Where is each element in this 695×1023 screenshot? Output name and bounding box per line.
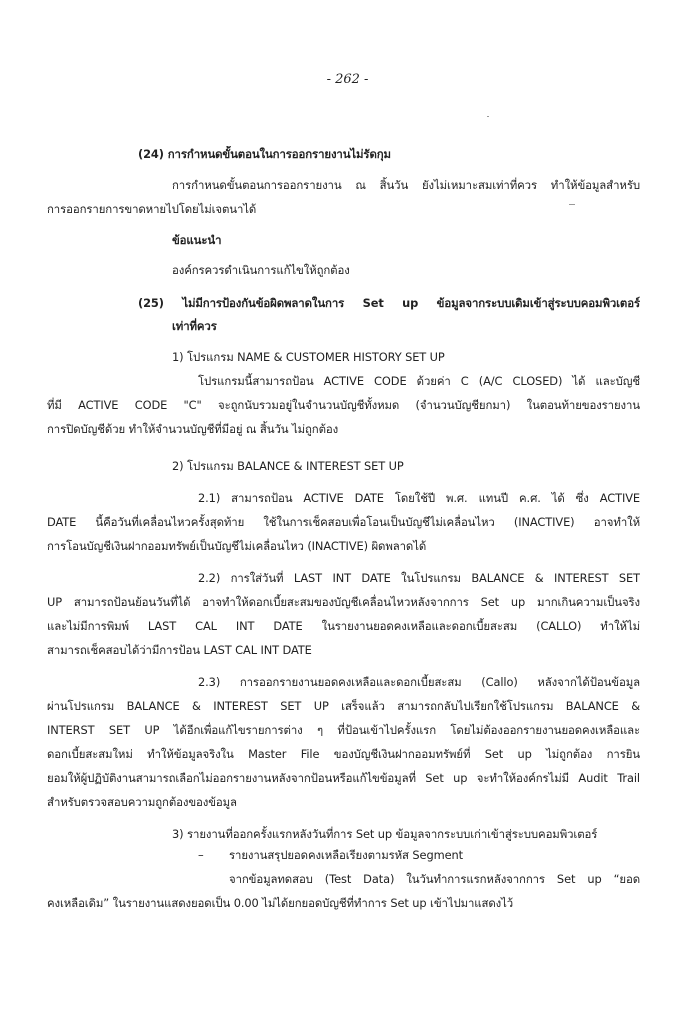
advice-label: ข้อแนะนำ (172, 233, 222, 247)
item-3-bullet-text: รายงานสรุปยอดคงเหลือเรียงตามรหัส Segment (229, 848, 463, 862)
item-2-title: 2) โปรแกรม BALANCE & INTEREST SET UP (172, 459, 404, 473)
scan-speck (569, 204, 575, 205)
item-2-3-line: ดอกเบี้ยสะสมใหม่ ทำให้ข้อมูลจริงใน Master File ของบัญชีเงินฝากออมทรัพย์ที่ Set up ไม่ถูกต้อง การยิน (47, 747, 640, 761)
item-3-line: จากข้อมูลทดสอบ (Test Data) ในวันทำการแรกหลังจากการ Set up “ยอด (229, 872, 640, 886)
item-1-title: 1) โปรแกรม NAME & CUSTOMER HISTORY SET UP (172, 350, 445, 364)
item-1-line: โปรแกรมนี้สามารถป้อน ACTIVE CODE ด้วยค่า C (A/C CLOSED) ได้ และบัญชี (198, 374, 640, 388)
item-2-1-line: DATE นี้คือวันที่เคลื่อนไหวครั้งสุดท้าย ใช้ในการเช็คสอบเพื่อโอนเป็นบัญชีไม่เคลื่อนไหว (INACTIVE) อาจทำให้ (47, 515, 640, 529)
scan-speck (487, 116, 489, 117)
item-2-2-line: 2.2) การใส่วันที่ LAST INT DATE ในโปรแกรม BALANCE & INTEREST SET (198, 571, 640, 585)
item-2-2-line: สามารถเช็คสอบได้ว่ามีการป้อน LAST CAL INT DATE (47, 643, 312, 657)
item-3-bullet-mark: – (198, 848, 204, 862)
section-25-heading: (25) ไม่มีการป้องกันข้อผิดพลาดในการ Set up ข้อมูลจากระบบเดิมเข้าสู่ระบบคอมพิวเตอร์ (138, 296, 640, 310)
item-2-2-line: และไม่มีการพิมพ์ LAST CAL INT DATE ในรายงานยอดคงเหลือและดอกเบี้ยสะสม (CALLO) ทำให้ไม่ (47, 619, 640, 633)
section-24-paragraph-line: การออกรายการขาดหายไปโดยไม่เจตนาได้ (47, 202, 257, 216)
item-2-3-line: INTERST SET UP ได้อีกเพื่อแก้ไขรายการต่าง ๆ ที่ป้อนเข้าไปครั้งแรก โดยไม่ต้องออกรายงานยอดคงเหลือและ (47, 723, 640, 737)
item-2-3-line: สำหรับตรวจสอบความถูกต้องของข้อมูล (47, 795, 237, 809)
item-1-line: การปิดบัญชีด้วย ทำให้จำนวนบัญชีที่มีอยู่ ณ สิ้นวัน ไม่ถูกต้อง (47, 422, 339, 436)
item-2-2-line: UP สามารถป้อนย้อนวันที่ได้ อาจทำให้ดอกเบี้ยสะสมของบัญชีเคลื่อนไหวหลังจากการ Set up มากเกินความเป็นจริง (47, 595, 640, 609)
item-2-1-line: 2.1) สามารถป้อน ACTIVE DATE โดยใช้ปี พ.ศ. แทนปี ค.ศ. ได้ ซึ่ง ACTIVE (198, 491, 640, 505)
section-24-paragraph-line: การกำหนดขั้นตอนการออกรายงาน ณ สิ้นวัน ยังไม่เหมาะสมเท่าที่ควร ทำให้ข้อมูลสำหรับ (172, 178, 640, 192)
item-3-line: คงเหลือเดิม” ในรายงานแสดงยอดเป็น 0.00 ไม่ได้ยกยอดบัญชีที่ทำการ Set up เข้าไปมาแสดงไว้ (47, 896, 514, 910)
section-25-heading-cont: เท่าที่ควร (172, 319, 217, 333)
item-2-3-line: ผ่านโปรแกรม BALANCE & INTEREST SET UP เสร็จแล้ว สามารถกลับไปเรียกใช้โปรแกรม BALANCE & (47, 699, 640, 713)
item-2-3-line: ยอมให้ผู้ปฏิบัติงานสามารถเลือกไม่ออกรายงานหลังจากป้อนหรือแก้ไขข้อมูลที่ Set up จะทำให้องค์กรไม่มี Audit Trail (47, 771, 640, 785)
item-2-1-line: การโอนบัญชีเงินฝากออมทรัพย์เป็นบัญชีไม่เคลื่อนไหว (INACTIVE) ผิดพลาดได้ (47, 539, 427, 553)
item-1-line: ที่มี ACTIVE CODE "C" จะถูกนับรวมอยู่ในจำนวนบัญชีทั้งหมด (จำนวนบัญชียกมา) ในตอนท้ายของรายงาน (47, 398, 640, 412)
page-number: - 262 - (326, 72, 369, 87)
advice-text: องค์กรควรดำเนินการแก้ไขให้ถูกต้อง (172, 263, 350, 277)
section-24-heading: (24) การกำหนดขั้นตอนในการออกรายงานไม่รัดกุม (138, 147, 391, 161)
item-3-title: 3) รายงานที่ออกครั้งแรกหลังวันที่การ Set up ข้อมูลจากระบบเก่าเข้าสู่ระบบคอมพิวเตอร์ (172, 827, 598, 841)
item-2-3-line: 2.3) การออกรายงานยอดคงเหลือและดอกเบี้ยสะสม (Callo) หลังจากได้ป้อนข้อมูล (198, 675, 640, 689)
